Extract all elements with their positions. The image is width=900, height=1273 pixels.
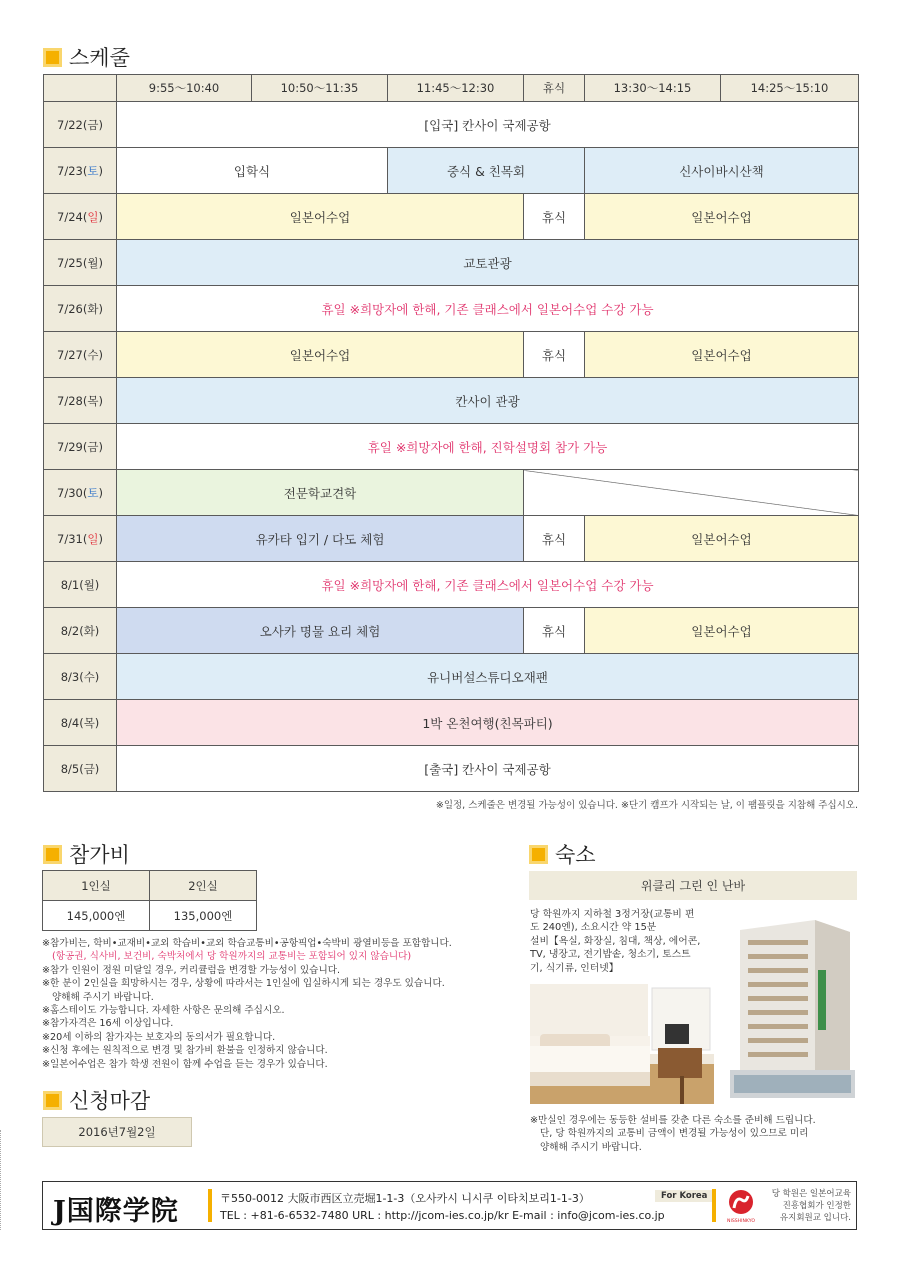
schedule-row — [44, 654, 859, 700]
accommodation-desc-line: 설비【욕실, 화장실, 침대, 책상, 에어콘, — [530, 935, 701, 947]
schedule-date: 7/23(토) — [44, 148, 117, 194]
fee-note-line: ※참가자격은 16세 이상입니다. — [42, 1018, 174, 1030]
fee-note-line: (항공권, 식사비, 보건비, 숙박처에서 당 학원까지의 교통비는 포함되어 있지 않습니다) — [52, 951, 412, 963]
time-slot-header: 9:55～10:40 — [117, 75, 252, 102]
accommodation-description — [530, 908, 716, 975]
fee-note-line: ※한 분이 2인실을 희망하시는 경우, 상황에 따라서는 1인실에 입실하시게 되는 경우도 있습니다. — [42, 978, 445, 990]
school-address: 〒550-0012 大阪市西区立売堀1-1-3（오사카시 니시쿠 이타치보리1-1-3） — [220, 1192, 590, 1205]
schedule-date: 7/30(토) — [44, 470, 117, 516]
schedule-activity: 일본어수업 — [585, 608, 859, 654]
date-text: 7/30( — [57, 485, 88, 500]
schedule-table — [43, 74, 859, 792]
school-contact: TEL : +81-6-6532-7480 URL : http://jcom-ies.co.jp/kr E-mail : info@jcom-ies.co.jp — [220, 1209, 665, 1222]
schedule-row — [44, 562, 859, 608]
edge-mark — [0, 1130, 3, 1230]
schedule-row — [44, 148, 859, 194]
schedule-activity: 일본어수업 — [585, 194, 859, 240]
date-text: 7/31( — [57, 531, 88, 546]
schedule-row — [44, 240, 859, 286]
deadline-title-text: 신청마감 — [69, 1089, 151, 1113]
fee-note-line: ※참가 인원이 정원 미달일 경우, 커리큘럼을 변경할 가능성이 있습니다. — [42, 964, 341, 976]
fee-value-row — [43, 901, 257, 931]
time-slot-header: 13:30～14:15 — [585, 75, 721, 102]
schedule-activity: 휴식 — [524, 608, 585, 654]
schedule-row — [44, 700, 859, 746]
bullet-square-icon — [43, 48, 62, 67]
schedule-date: 7/22(금) — [44, 102, 117, 148]
time-slot-header: 14:25～15:10 — [721, 75, 859, 102]
school-logo: J国際学院 — [53, 1196, 179, 1227]
footer-bar — [42, 1181, 857, 1230]
accommodation-notes — [530, 1114, 860, 1154]
membership-line: 진흥협회가 인정한 — [782, 1201, 851, 1211]
bullet-square-icon — [43, 845, 62, 864]
membership-text — [763, 1188, 851, 1224]
fee-note-line: 양해해 주시기 바랍니다. — [52, 991, 154, 1003]
schedule-row — [44, 746, 859, 792]
schedule-header-row — [44, 75, 859, 102]
schedule-date: 7/27(수) — [44, 332, 117, 378]
fee-title-text: 참가비 — [69, 843, 130, 867]
fee-header-row — [43, 871, 257, 901]
time-slot-header: 휴식 — [524, 75, 585, 102]
schedule-row — [44, 194, 859, 240]
schedule-activity: 일본어수업 — [117, 194, 524, 240]
schedule-section-title — [43, 42, 130, 72]
schedule-date: 7/26(화) — [44, 286, 117, 332]
schedule-activity: 휴일 ※희망자에 한해, 진학설명회 참가 가능 — [117, 424, 859, 470]
time-slot-header: 10:50～11:35 — [252, 75, 388, 102]
time-slot-header: 11:45～12:30 — [388, 75, 524, 102]
weekday-text: 일 — [87, 531, 99, 546]
accommodation-desc-line: 당 학원까지 지하철 3정거장(교통비 편 — [530, 909, 695, 920]
divider-bar — [712, 1189, 716, 1222]
schedule-activity: [출국] 칸사이 국제공항 — [117, 746, 859, 792]
accommodation-section-title — [529, 839, 596, 869]
schedule-activity: 일본어수업 — [117, 332, 524, 378]
schedule-activity: 휴식 — [524, 516, 585, 562]
schedule-row — [44, 516, 859, 562]
fee-header-single: 1인실 — [43, 871, 150, 901]
schedule-row — [44, 608, 859, 654]
schedule-activity: 입학식 — [117, 148, 388, 194]
accommodation-title-text: 숙소 — [555, 843, 596, 867]
fee-section-title — [43, 839, 130, 869]
schedule-title-text: 스케줄 — [69, 46, 130, 70]
schedule-row — [44, 424, 859, 470]
empty-slot — [524, 470, 859, 516]
divider-bar — [208, 1189, 212, 1222]
schedule-activity: 중식 & 친목회 — [388, 148, 585, 194]
schedule-date: 8/1(월) — [44, 562, 117, 608]
fee-value-single: 145,000엔 — [43, 901, 150, 931]
accommodation-name: 위클리 그린 인 난바 — [529, 871, 857, 900]
bullet-square-icon — [529, 845, 548, 864]
schedule-date: 8/2(화) — [44, 608, 117, 654]
accommodation-note-line: 단, 당 학원까지의 교통비 금액이 변경될 가능성이 있으므로 미리 — [540, 1128, 809, 1140]
schedule-activity: 휴일 ※희망자에 한해, 기존 클래스에서 일본어수업 수강 가능 — [117, 286, 859, 332]
schedule-activity: 전문학교견학 — [117, 470, 524, 516]
date-text: 7/24( — [57, 209, 88, 224]
fee-header-double: 2인실 — [150, 871, 257, 901]
schedule-activity: 신사이바시산책 — [585, 148, 859, 194]
membership-line: 당 학원은 일본어교육 — [771, 1189, 851, 1199]
membership-line: 유지회원교 입니다. — [779, 1213, 851, 1223]
schedule-date: 7/31(일) — [44, 516, 117, 562]
accommodation-desc-line: TV, 냉장고, 전기밥솥, 청소기, 토스트 — [530, 949, 691, 961]
schedule-row — [44, 332, 859, 378]
nisshinkyo-logo-icon — [726, 1188, 756, 1224]
schedule-row — [44, 102, 859, 148]
fee-table — [42, 870, 257, 931]
schedule-activity: 교토관광 — [117, 240, 859, 286]
weekday-text: 토 — [87, 485, 99, 500]
schedule-row — [44, 470, 859, 516]
fee-value-double: 135,000엔 — [150, 901, 257, 931]
schedule-date: 7/24(일) — [44, 194, 117, 240]
deadline-section-title — [43, 1085, 150, 1115]
schedule-activity: 휴일 ※희망자에 한해, 기존 클래스에서 일본어수업 수강 가능 — [117, 562, 859, 608]
date-text: 7/23( — [57, 163, 88, 178]
schedule-date: 8/4(목) — [44, 700, 117, 746]
fee-note-line: ※일본어수업은 참가 학생 전원이 함께 수업을 듣는 경우가 있습니다. — [42, 1058, 328, 1070]
svg-text:NISSHINKYO: NISSHINKYO — [727, 1219, 755, 1224]
schedule-activity: [입국] 칸사이 국제공항 — [117, 102, 859, 148]
accommodation-desc-line: 기, 식기류, 인터넷】 — [530, 962, 619, 974]
schedule-row — [44, 286, 859, 332]
accommodation-desc-line: 도 240엔), 소요시간 약 15분 — [530, 922, 657, 934]
accommodation-note-line: ※만실인 경우에는 동등한 설비를 갖춘 다른 숙소를 준비해 드립니다. — [530, 1115, 816, 1126]
schedule-date: 7/25(월) — [44, 240, 117, 286]
schedule-date: 7/28(목) — [44, 378, 117, 424]
header-corner — [44, 75, 117, 102]
schedule-date: 8/3(수) — [44, 654, 117, 700]
accommodation-note-line: 양해해 주시기 바랍니다. — [540, 1141, 642, 1153]
schedule-activity: 휴식 — [524, 194, 585, 240]
schedule-activity: 칸사이 관광 — [117, 378, 859, 424]
weekday-text: 토 — [87, 163, 99, 178]
fee-note-line: ※참가비는, 학비•교재비•교외 학습비•교외 학습교통비•공항픽업•숙박비 광열비등을 포함합니다. — [42, 938, 452, 949]
schedule-date: 7/29(금) — [44, 424, 117, 470]
schedule-activity: 휴식 — [524, 332, 585, 378]
building-photo — [720, 910, 857, 1104]
fee-note-line: ※20세 이하의 참가자는 보호자의 동의서가 필요합니다. — [42, 1031, 276, 1043]
schedule-date: 8/5(금) — [44, 746, 117, 792]
schedule-note: ※일정, 스케줄은 변경될 가능성이 있습니다. ※단기 캠프가 시작되는 날, 이 팸플릿을 지참해 주십시오. — [435, 800, 858, 811]
deadline-date: 2016년7월2일 — [42, 1117, 192, 1147]
schedule-activity: 오사카 명물 요리 체험 — [117, 608, 524, 654]
schedule-activity: 유카타 입기 / 다도 체험 — [117, 516, 524, 562]
for-korea-tag: For Korea — [655, 1190, 713, 1202]
room-photo — [530, 984, 714, 1104]
schedule-row — [44, 378, 859, 424]
bullet-square-icon — [43, 1091, 62, 1110]
schedule-activity: 일본어수업 — [585, 516, 859, 562]
schedule-activity: 유니버설스튜디오재팬 — [117, 654, 859, 700]
fee-note-line: ※홈스테이도 가능합니다. 자세한 사항은 문의해 주십시오. — [42, 1005, 285, 1017]
schedule-activity: 1박 온천여행(친목파티) — [117, 700, 859, 746]
weekday-text: 일 — [87, 209, 99, 224]
schedule-activity: 일본어수업 — [585, 332, 859, 378]
fee-note-line: ※신청 후에는 원칙적으로 변경 및 참가비 환불을 인정하지 않습니다. — [42, 1045, 328, 1057]
fee-notes — [42, 937, 522, 1071]
